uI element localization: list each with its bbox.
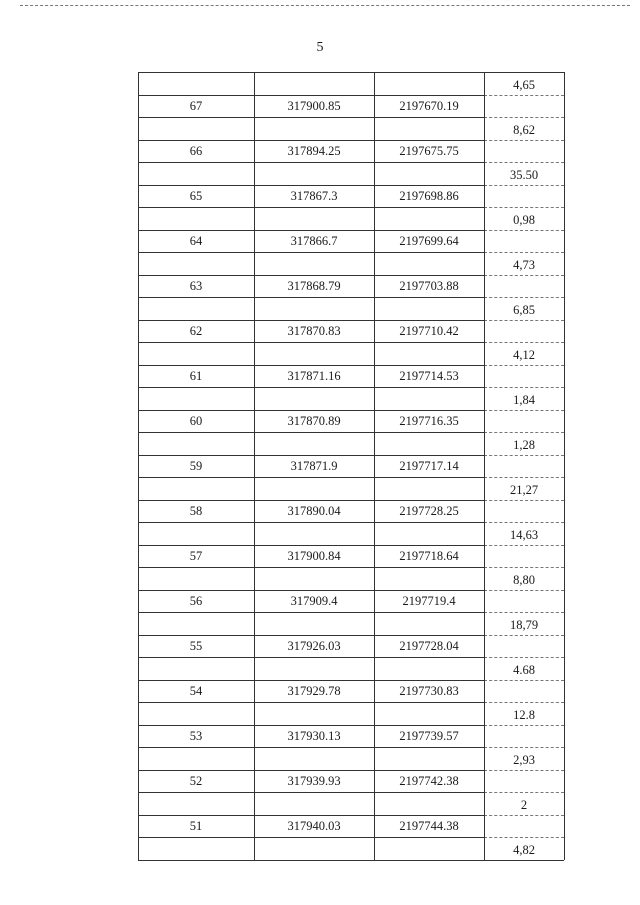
table-row — [138, 185, 564, 207]
empty-cell — [374, 657, 484, 679]
point-number-cell: 59 — [189, 458, 203, 473]
empty-cell — [374, 252, 484, 274]
table-column-rule — [484, 72, 485, 860]
table-column-rule — [138, 72, 139, 860]
x-coordinate-cell: 317926.03 — [287, 638, 341, 653]
table-row — [138, 410, 564, 432]
empty-cell — [374, 297, 484, 319]
distance-cell: 4,73 — [513, 258, 535, 272]
empty-cell — [138, 477, 254, 499]
distance-cell: 2 — [520, 798, 528, 812]
empty-cell — [484, 410, 564, 432]
empty-cell — [374, 117, 484, 139]
empty-cell — [484, 590, 564, 612]
table-row — [138, 455, 564, 477]
empty-cell — [254, 657, 374, 679]
distance-row — [138, 702, 564, 724]
x-coordinate-cell: 317900.84 — [287, 548, 341, 563]
empty-cell — [374, 522, 484, 544]
empty-cell — [138, 612, 254, 634]
empty-cell — [484, 275, 564, 297]
empty-cell — [374, 837, 484, 859]
point-number-cell: 63 — [189, 278, 203, 293]
empty-cell — [138, 297, 254, 319]
empty-cell — [484, 500, 564, 522]
distance-cell: 1,28 — [513, 438, 535, 452]
distance-row — [138, 432, 564, 454]
point-number-cell: 64 — [189, 233, 203, 248]
empty-cell — [254, 702, 374, 724]
table-row — [138, 545, 564, 567]
x-coordinate-cell: 317867.3 — [290, 188, 338, 203]
distance-cell: 6,85 — [513, 303, 535, 317]
empty-cell — [138, 792, 254, 814]
empty-cell — [138, 567, 254, 589]
table-row — [138, 815, 564, 837]
point-number-cell: 58 — [189, 503, 203, 518]
y-coordinate-cell: 2197728.04 — [399, 638, 459, 653]
distance-cell: 35.50 — [509, 168, 539, 182]
y-coordinate-cell: 2197730.83 — [399, 683, 459, 698]
distance-cell: 21,27 — [509, 483, 539, 497]
distance-row — [138, 792, 564, 814]
empty-cell — [374, 72, 484, 94]
x-coordinate-cell: 317939.93 — [287, 773, 341, 788]
empty-cell — [374, 612, 484, 634]
x-coordinate-cell: 317929.78 — [287, 683, 341, 698]
distance-row — [138, 252, 564, 274]
table-row — [138, 725, 564, 747]
distance-row — [138, 612, 564, 634]
y-coordinate-cell: 2197718.64 — [399, 548, 459, 563]
distance-row — [138, 567, 564, 589]
empty-cell — [484, 815, 564, 837]
empty-cell — [484, 365, 564, 387]
empty-cell — [138, 432, 254, 454]
distance-cell: 4,65 — [513, 78, 535, 92]
y-coordinate-cell: 2197703.88 — [399, 278, 459, 293]
empty-cell — [374, 747, 484, 769]
distance-row — [138, 342, 564, 364]
empty-cell — [254, 432, 374, 454]
point-number-cell: 56 — [189, 593, 203, 608]
distance-row — [138, 207, 564, 229]
distance-row — [138, 72, 564, 94]
distance-cell: 8,62 — [513, 123, 535, 137]
y-coordinate-cell: 2197714.53 — [399, 368, 459, 383]
y-coordinate-cell: 2197670.19 — [399, 98, 459, 113]
empty-cell — [254, 792, 374, 814]
empty-cell — [254, 72, 374, 94]
distance-row — [138, 477, 564, 499]
empty-cell — [484, 140, 564, 162]
empty-cell — [254, 207, 374, 229]
empty-cell — [484, 320, 564, 342]
empty-cell — [254, 387, 374, 409]
table-row — [138, 95, 564, 117]
y-coordinate-cell: 2197675.75 — [399, 143, 459, 158]
point-number-cell: 52 — [189, 773, 203, 788]
empty-cell — [484, 725, 564, 747]
y-coordinate-cell: 2197710.42 — [399, 323, 459, 338]
distance-cell: 4,82 — [513, 843, 535, 857]
y-coordinate-cell: 2197744.38 — [399, 818, 459, 833]
x-coordinate-cell: 317866.7 — [290, 233, 338, 248]
point-number-cell: 55 — [189, 638, 203, 653]
x-coordinate-cell: 317870.83 — [287, 323, 341, 338]
empty-cell — [254, 747, 374, 769]
distance-cell: 14,63 — [509, 528, 539, 542]
empty-cell — [138, 747, 254, 769]
y-coordinate-cell: 2197716.35 — [399, 413, 459, 428]
empty-cell — [484, 230, 564, 252]
empty-cell — [484, 455, 564, 477]
empty-cell — [374, 207, 484, 229]
table-row — [138, 230, 564, 252]
table-row — [138, 275, 564, 297]
x-coordinate-cell: 317871.9 — [290, 458, 338, 473]
distance-row — [138, 297, 564, 319]
empty-cell — [374, 342, 484, 364]
y-coordinate-cell: 2197742.38 — [399, 773, 459, 788]
y-coordinate-cell: 2197699.64 — [399, 233, 459, 248]
empty-cell — [374, 477, 484, 499]
empty-cell — [138, 657, 254, 679]
point-number-cell: 51 — [189, 818, 203, 833]
empty-cell — [254, 342, 374, 364]
empty-cell — [138, 72, 254, 94]
distance-row — [138, 387, 564, 409]
distance-cell: 0,98 — [513, 213, 535, 227]
x-coordinate-cell: 317871.16 — [287, 368, 341, 383]
table-rule — [138, 860, 564, 861]
empty-cell — [138, 252, 254, 274]
distance-row — [138, 747, 564, 769]
x-coordinate-cell: 317890.04 — [287, 503, 341, 518]
page-number: 5 — [316, 40, 324, 55]
empty-cell — [254, 117, 374, 139]
distance-cell: 4,12 — [513, 348, 535, 362]
table-row — [138, 365, 564, 387]
top-rule — [20, 5, 630, 6]
empty-cell — [138, 522, 254, 544]
table-row — [138, 635, 564, 657]
empty-cell — [374, 567, 484, 589]
empty-cell — [138, 837, 254, 859]
empty-cell — [254, 162, 374, 184]
empty-cell — [138, 207, 254, 229]
point-number-cell: 54 — [189, 683, 203, 698]
y-coordinate-cell: 2197728.25 — [399, 503, 459, 518]
table-column-rule — [374, 72, 375, 860]
empty-cell — [374, 432, 484, 454]
distance-cell: 18,79 — [509, 618, 539, 632]
distance-cell: 1,84 — [513, 393, 535, 407]
distance-row — [138, 657, 564, 679]
empty-cell — [254, 522, 374, 544]
point-number-cell: 60 — [189, 413, 203, 428]
empty-cell — [254, 612, 374, 634]
x-coordinate-cell: 317900.85 — [287, 98, 341, 113]
x-coordinate-cell: 317894.25 — [287, 143, 341, 158]
distance-row — [138, 837, 564, 859]
x-coordinate-cell: 317870.89 — [287, 413, 341, 428]
empty-cell — [254, 837, 374, 859]
empty-cell — [138, 162, 254, 184]
table-row — [138, 590, 564, 612]
empty-cell — [138, 387, 254, 409]
point-number-cell: 62 — [189, 323, 203, 338]
point-number-cell: 65 — [189, 188, 203, 203]
empty-cell — [254, 252, 374, 274]
x-coordinate-cell: 317930.13 — [287, 728, 341, 743]
empty-cell — [484, 185, 564, 207]
point-number-cell: 53 — [189, 728, 203, 743]
empty-cell — [138, 702, 254, 724]
empty-cell — [138, 342, 254, 364]
y-coordinate-cell: 2197717.14 — [399, 458, 459, 473]
table-row — [138, 500, 564, 522]
distance-row — [138, 162, 564, 184]
distance-cell: 12.8 — [513, 708, 535, 722]
point-number-cell: 66 — [189, 143, 203, 158]
distance-row — [138, 117, 564, 139]
table-column-rule — [564, 72, 565, 860]
coordinates-table — [138, 72, 564, 860]
empty-cell — [254, 477, 374, 499]
empty-cell — [484, 770, 564, 792]
empty-cell — [374, 162, 484, 184]
empty-cell — [374, 702, 484, 724]
y-coordinate-cell: 2197698.86 — [399, 188, 459, 203]
table-row — [138, 320, 564, 342]
empty-cell — [484, 635, 564, 657]
empty-cell — [484, 545, 564, 567]
empty-cell — [374, 792, 484, 814]
point-number-cell: 61 — [189, 368, 203, 383]
y-coordinate-cell: 2197719.4 — [402, 593, 456, 608]
table-column-rule — [254, 72, 255, 860]
table-row — [138, 680, 564, 702]
empty-cell — [254, 297, 374, 319]
empty-cell — [374, 387, 484, 409]
x-coordinate-cell: 317868.79 — [287, 278, 341, 293]
empty-cell — [484, 95, 564, 117]
empty-cell — [254, 567, 374, 589]
x-coordinate-cell: 317909.4 — [290, 593, 338, 608]
x-coordinate-cell: 317940.03 — [287, 818, 341, 833]
distance-cell: 2,93 — [513, 753, 535, 767]
distance-row — [138, 522, 564, 544]
empty-cell — [138, 117, 254, 139]
table-row — [138, 140, 564, 162]
y-coordinate-cell: 2197739.57 — [399, 728, 459, 743]
point-number-cell: 57 — [189, 548, 203, 563]
distance-cell: 4.68 — [513, 663, 535, 677]
empty-cell — [484, 680, 564, 702]
distance-cell: 8,80 — [513, 573, 535, 587]
point-number-cell: 67 — [189, 98, 203, 113]
table-row — [138, 770, 564, 792]
